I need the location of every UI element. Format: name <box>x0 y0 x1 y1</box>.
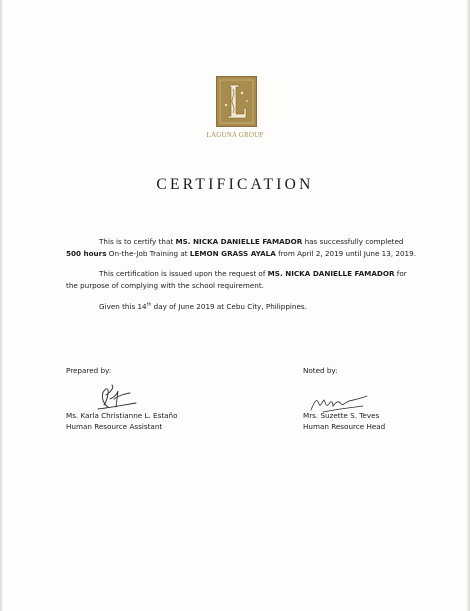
certification-paragraph: This is to certify that MS. NICKA DANIELLE FAMADOR has successfully completed 500 hours On-the-Job Training at LEMON GRASS AYALA from April 2, 2019 until June 13, 2019. <box>66 237 416 258</box>
brand-name: LAGUNA GROUP <box>206 131 264 139</box>
preparer-name: Ms. Karla Christianne L. Estaño <box>66 411 178 420</box>
noter-position: Human Resource Head <box>303 422 386 431</box>
purpose-paragraph: This certification is issued upon the request of MS. NICKA DANIELLE FAMADOR for the purpose of complying with the school requirement. <box>66 269 407 290</box>
trainee-name: MS. NICKA DANIELLE FAMADOR <box>175 237 303 246</box>
requester-name: MS. NICKA DANIELLE FAMADOR <box>267 269 395 278</box>
noter-name: Mrs. Suzette S. Teves <box>303 411 380 420</box>
date-ordinal-suffix: th <box>146 302 152 308</box>
training-hours: 500 hours <box>66 248 107 258</box>
preparer-position: Human Resource Assistant <box>66 422 163 431</box>
laguna-group-logo-icon <box>216 76 257 127</box>
page-edge-shadow-right <box>466 0 470 611</box>
document-title: CERTIFICATION <box>156 176 314 193</box>
training-place: LEMON GRASS AYALA <box>189 248 276 258</box>
issue-date-paragraph: Given this 14th day of June 2019 at Cebu City, Philippines. <box>99 302 307 311</box>
preparer-block <box>66 410 178 432</box>
prepared-by-label: Prepared by: <box>66 366 112 375</box>
noted-by-label: Noted by: <box>303 366 338 375</box>
noter-block <box>303 410 385 432</box>
page-edge-shadow-left <box>0 0 3 611</box>
